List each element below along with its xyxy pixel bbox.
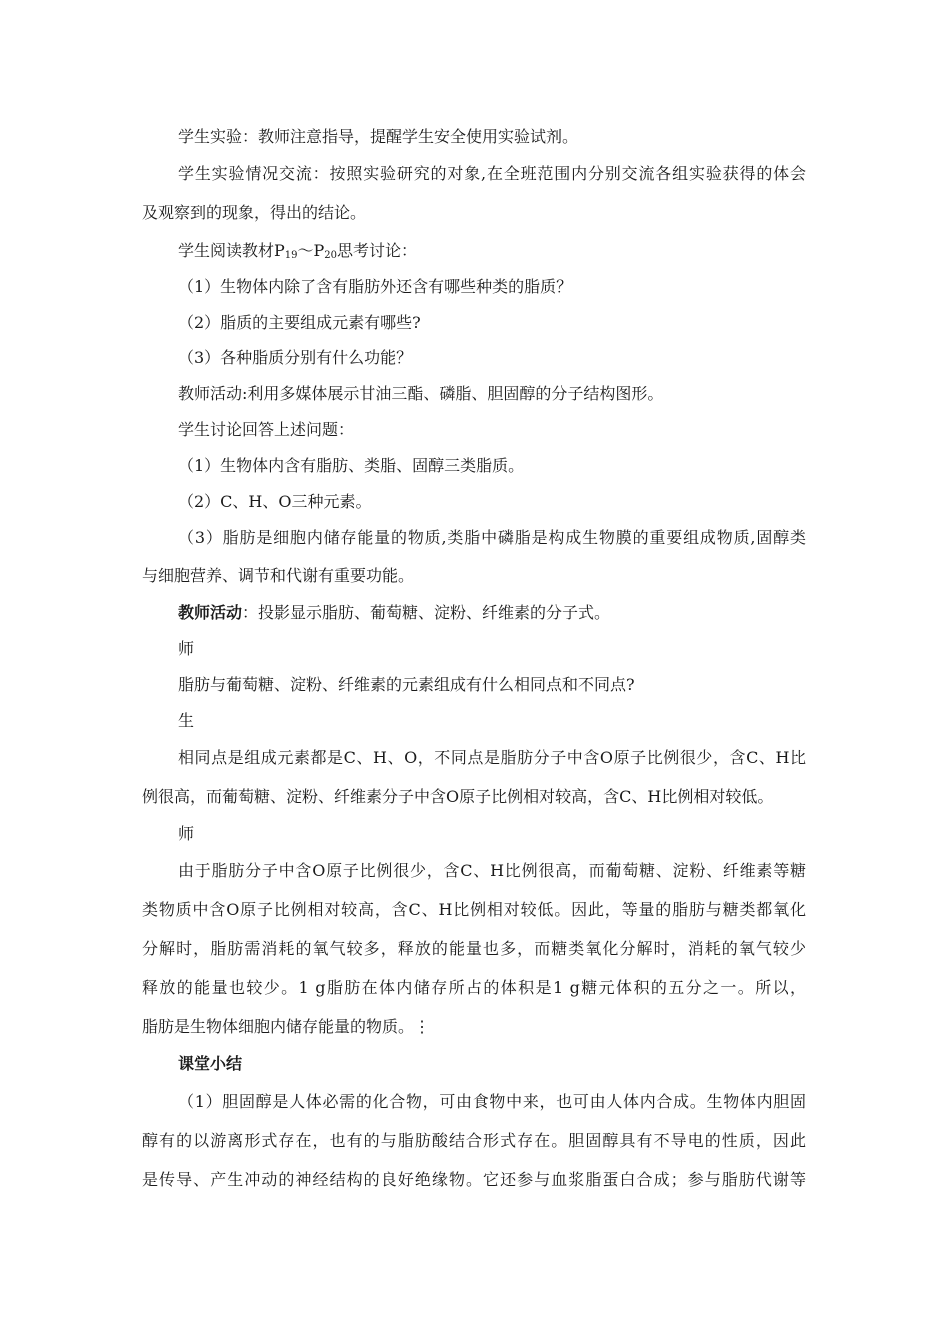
paragraph-student-experiment: 学生实验：教师注意指导，提醒学生安全使用实验试剂。 (178, 127, 579, 146)
page-ref-sub2: 20 (324, 250, 338, 261)
teacher-explanation: 由于脂肪分子中含O原子比例很少，含C、H比例很高，而葡萄糖、淀粉、纤维素等糖 (178, 861, 806, 880)
teacher-activity-label: 教师活动 (178, 603, 243, 622)
page-ref-tilde: ～ (297, 241, 314, 260)
reading-text-suffix: 思考讨论： (337, 241, 418, 260)
teacher-explanation-3: 分解时，脂肪需消耗的氧气较多，释放的能量也多，而糖类氧化分解时，消耗的氧气较少 (142, 939, 806, 958)
paragraph-experiment-exchange-cont: 及观察到的现象，得出的结论。 (142, 203, 367, 222)
teacher-question: 脂肪与葡萄糖、淀粉、纤维素的元素组成有什么相同点和不同点? (178, 675, 635, 694)
page-ref-sub1: 19 (284, 250, 298, 261)
teacher-explanation-4: 释放的能量也较少。1 g脂肪在体内储存所占的体积是1 g糖元体积的五分之一。所以， (142, 978, 806, 997)
paragraph-student-discussion: 学生讨论回答上述问题： (178, 420, 355, 439)
reading-text-prefix: 学生阅读教材 (178, 241, 275, 260)
teacher-explanation-5: 脂肪是生物体细胞内储存能量的物质。⋮ (142, 1017, 431, 1036)
page-ref-p1: P (274, 241, 285, 260)
question-1: （1）生物体内除了含有脂肪外还含有哪些种类的脂质？ (178, 277, 573, 296)
paragraph-teacher-multimedia: 教师活动:利用多媒体展示甘油三酯、磷脂、胆固醇的分子结构图形。 (178, 384, 664, 403)
teacher-activity-text: ：投影显示脂肪、葡萄糖、淀粉、纤维素的分子式。 (242, 603, 611, 622)
answer-3-cont: 与细胞营养、调节和代谢有重要功能。 (142, 566, 415, 585)
answer-2: （2）C、H、O三种元素。 (178, 492, 372, 511)
speaker-teacher-2: 师 (178, 824, 195, 843)
answer-3: （3）脂肪是细胞内储存能量的物质,类脂中磷脂是构成生物膜的重要组成物质,固醇类 (178, 528, 806, 547)
teacher-explanation-2: 类物质中含O原子比例相对较高，含C、H比例相对较低。因此，等量的脂肪与糖类都氧化 (142, 900, 806, 919)
section-heading-summary: 课堂小结 (178, 1054, 243, 1073)
summary-paragraph-2: 醇有的以游离形式存在，也有的与脂肪酸结合形式存在。胆固醇具有不导电的性质，因此 (142, 1131, 806, 1150)
student-answer-cont: 例很高，而葡萄糖、淀粉、纤维素分子中含O原子比例相对较高，含C、H比例相对较低。 (142, 787, 774, 806)
speaker-teacher-1: 师 (178, 639, 195, 658)
student-answer: 相同点是组成元素都是C、H、O，不同点是脂肪分子中含O原子比例很少，含C、H比 (178, 748, 806, 767)
answer-1: （1）生物体内含有脂肪、类脂、固醇三类脂质。 (178, 456, 525, 475)
summary-paragraph-3: 是传导、产生冲动的神经结构的良好绝缘物。它还参与血浆脂蛋白合成；参与脂肪代谢等 (142, 1170, 806, 1189)
page-ref-p2: P (313, 241, 325, 260)
speaker-student: 生 (178, 711, 195, 730)
question-3: （3）各种脂质分别有什么功能？ (178, 348, 413, 367)
question-2: （2）脂质的主要组成元素有哪些? (178, 313, 421, 332)
paragraph-teacher-projection (178, 602, 610, 624)
paragraph-experiment-exchange: 学生实验情况交流：按照实验研究的对象,在全班范围内分别交流各组实验获得的体会 (178, 164, 806, 183)
paragraph-reading-textbook (178, 240, 417, 262)
summary-paragraph: （1）胆固醇是人体必需的化合物，可由食物中来，也可由人体内合成。生物体内胆固 (178, 1092, 806, 1111)
